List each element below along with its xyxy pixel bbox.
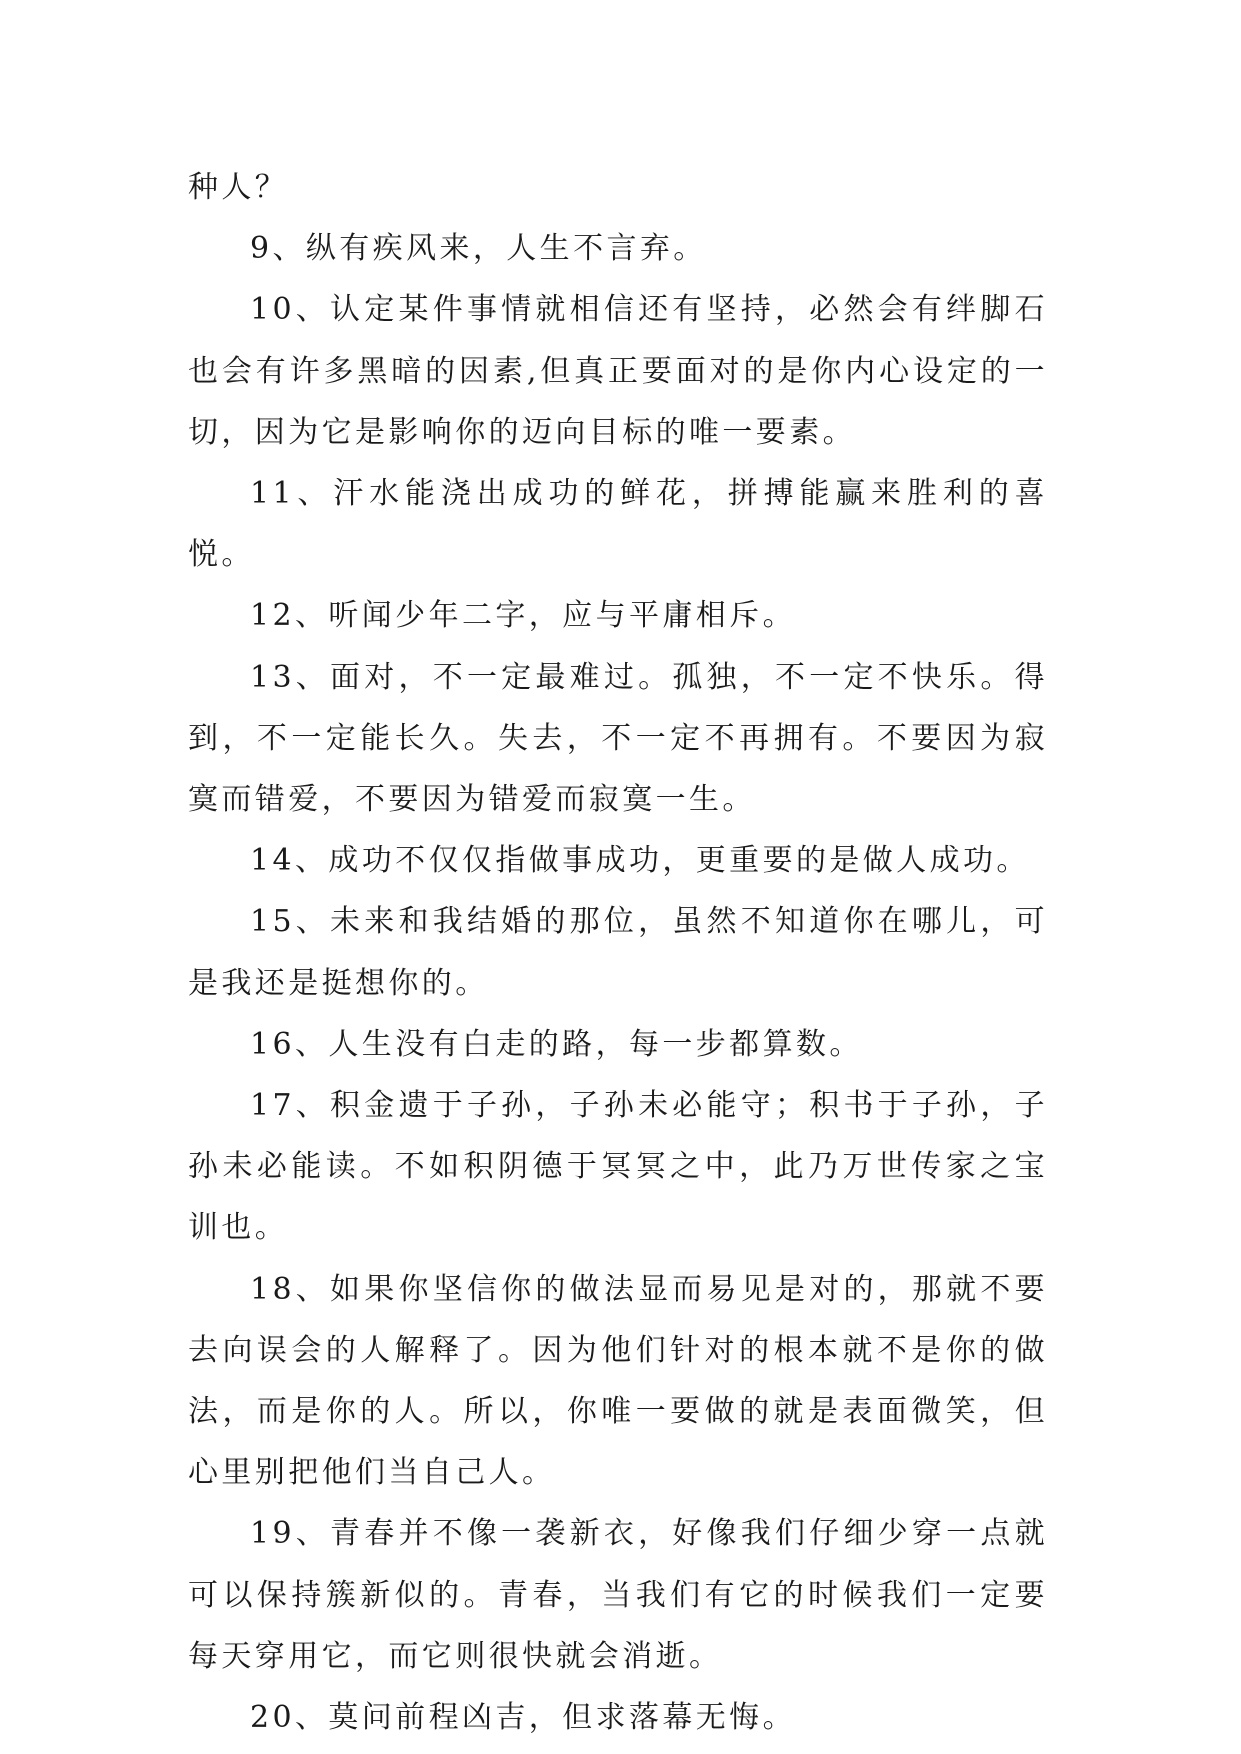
- paragraph-item-13: 13、面对，不一定最难过。孤独，不一定不快乐。得到，不一定能长久。失去，不一定不再拥有。不要因为寂寞而错爱，不要因为错爱而寂寞一生。: [188, 659, 1048, 818]
- paragraph-item-18: 18、如果你坚信你的做法显而易见是对的，那就不要去向误会的人解释了。因为他们针对的根本就不是你的做法，而是你的人。所以，你唯一要做的就是表面微笑，但心里别把他们当自己人。: [188, 1271, 1048, 1491]
- paragraph-item-10: 10、认定某件事情就相信还有坚持，必然会有绊脚石也会有许多黑暗的因素,但真正要面对的是你内心设定的一切，因为它是影响你的迈向目标的唯一要素。: [188, 292, 1048, 450]
- paragraph-item-16: 16、人生没有白走的路，每一步都算数。: [250, 1026, 863, 1062]
- paragraph-continuation: 种人？: [188, 170, 289, 205]
- paragraph-item-17: 17、积金遗于子孙，子孙未必能守；积书于子孙，子孙未必能读。不如积阴德于冥冥之中，此乃万世传家之宝训也。: [188, 1088, 1048, 1246]
- paragraph-item-14: 14、成功不仅仅指做事成功，更重要的是做人成功。: [250, 843, 1030, 879]
- document-body: [188, 157, 1048, 1748]
- paragraph-item-19: 19、青春并不像一袭新衣，好像我们仔细少穿一点就可以保持簇新似的。青春，当我们有它的时候我们一定要每天穿用它，而它则很快就会消逝。: [188, 1516, 1048, 1674]
- paragraph-item-15: 15、未来和我结婚的那位，虽然不知道你在哪儿，可是我还是挺想你的。: [188, 904, 1048, 1001]
- paragraph-item-12: 12、听闻少年二字，应与平庸相斥。: [250, 598, 796, 634]
- paragraph-item-11: 11、汗水能浇出成功的鲜花，拼搏能赢来胜利的喜悦。: [188, 476, 1048, 573]
- paragraph-item-20: 20、莫问前程凶吉，但求落幕无悔。: [250, 1700, 796, 1736]
- paragraph-item-9: 9、纵有疾风来，人生不言弃。: [250, 231, 707, 267]
